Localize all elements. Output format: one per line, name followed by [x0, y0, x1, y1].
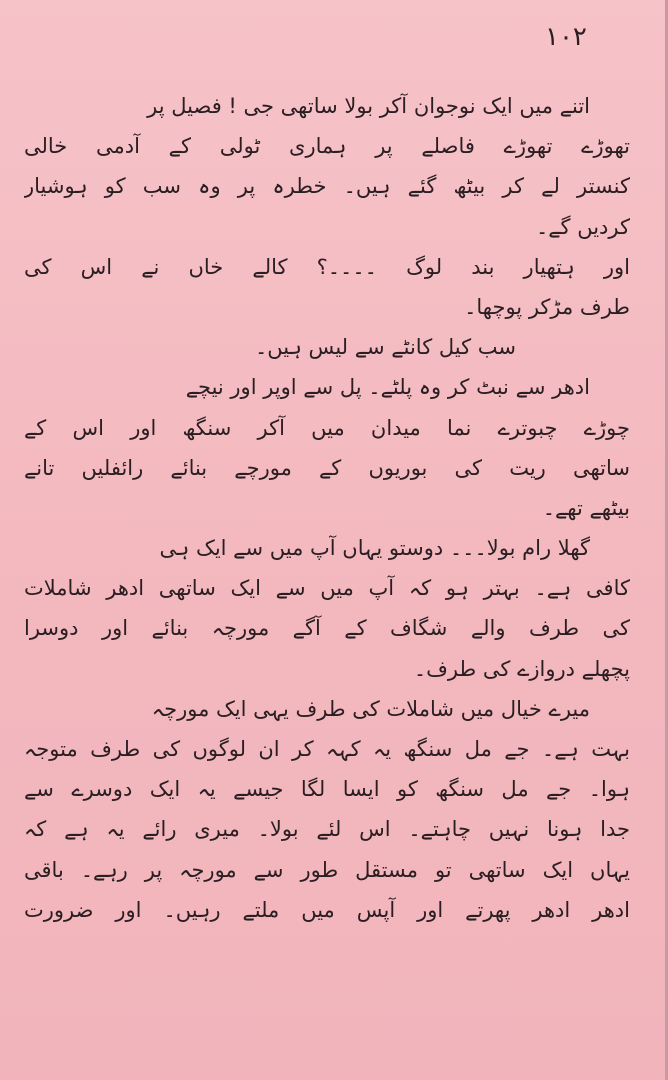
body-text: [24, 86, 636, 930]
text-line: گھلا رام بولا۔۔۔ دوستو یہاں آپ میں سے ایک ہی: [159, 536, 590, 561]
page-number: ۱۰۲: [545, 22, 587, 52]
text-line: اور ہتھیار بند لوگ ۔۔۔۔؟ کالے خاں نے اس کی: [24, 254, 630, 279]
text-line: پچھلے دروازے کی طرف۔: [413, 656, 630, 681]
text-line: ہوا۔ جے مل سنگھ کو ایسا لگا جیسے یہ ایک دوسرے سے: [24, 777, 630, 802]
text-line: ادھر سے نبٹ کر وہ پلٹے۔ پل سے اوپر اور نیچے: [185, 375, 590, 400]
text-line: کردیں گے۔: [535, 214, 630, 239]
text-line: طرف مڑکر پوچھا۔: [464, 294, 630, 319]
text-line: بیٹھے تھے۔: [542, 495, 630, 520]
text-line: ساتھی ریت کی بوریوں کے مورچے بنائے رائفلیں تانے: [24, 455, 630, 480]
text-line: میرے خیال میں شاملات کی طرف یہی ایک مورچہ: [151, 696, 590, 721]
text-line: جدا ہونا نہیں چاہتے۔ اس لئے بولا۔ میری رائے یہ ہے کہ: [24, 817, 630, 842]
text-line: تھوڑے تھوڑے فاصلے پر ہماری ٹولی کے آدمی خالی: [24, 134, 630, 159]
text-line: کی طرف والے شگاف کے آگے مورچہ بنائے اور دوسرا: [24, 616, 630, 641]
text-line: کافی ہے۔ بہتر ہو کہ آپ میں سے ایک ساتھی ادھر شاملات: [24, 576, 630, 601]
text-line: کنستر لے کر بیٹھ گئے ہیں۔ خطرہ پر وہ سب کو ہوشیار: [24, 174, 630, 199]
text-line: ادھر ادھر پھرتے اور آپس میں ملتے رہیں۔ اور ضرورت: [24, 897, 630, 922]
text-line: بہت ہے۔ جے مل سنگھ یہ کہہ کر ان لوگوں کی طرف متوجہ: [24, 737, 630, 761]
text-line: یہاں ایک ساتھی تو مستقل طور سے مورچہ پر رہے۔ باقی: [24, 857, 630, 882]
text-line: اتنے میں ایک نوجوان آکر بولا ساتھی جی ! فصیل پر: [147, 94, 590, 118]
text-line: چوڑے چبوترے نما میدان میں آکر سنگھ اور اس کے: [24, 415, 630, 440]
text-line: سب کیل کانٹے سے لیس ہیں۔: [254, 335, 516, 360]
